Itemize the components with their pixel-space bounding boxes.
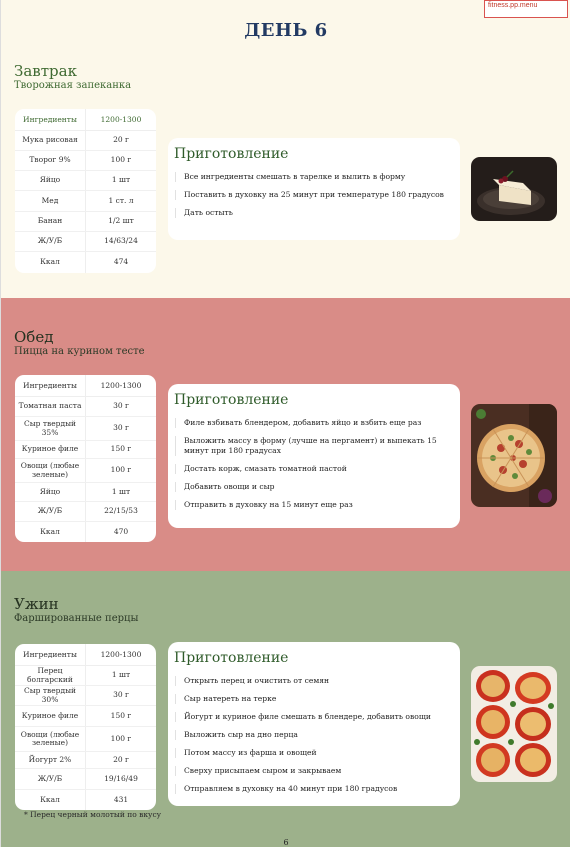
- ingredients-table: [15, 644, 156, 810]
- preparation-card: [168, 384, 460, 528]
- preparation-title: Приготовление: [174, 392, 289, 408]
- table-row: Куриное филе 150 г: [15, 441, 156, 459]
- preparation-title: Приготовление: [174, 650, 289, 666]
- table-row: Овощи (любые зеленые) 100 г: [15, 459, 156, 483]
- table-row: Мед 1 ст. л: [15, 191, 156, 212]
- preparation-step: Сыр натереть на терке: [175, 694, 453, 704]
- table-row: Яйцо 1 шт: [15, 171, 156, 191]
- preparation-step: Открыть перец и очистить от семян: [175, 676, 453, 686]
- preparation-step: Выложить массу в форму (лучше на пергамент) и выпекать 15 минут при 180 градусах: [175, 436, 453, 456]
- table-row: Сыр твердый 30% 30 г: [15, 686, 156, 706]
- table-row: Томатная паста 30 г: [15, 397, 156, 417]
- preparation-step: Отправить в духовку на 15 минут еще раз: [175, 500, 453, 510]
- table-row: Яйцо 1 шт: [15, 483, 156, 502]
- table-row: Ккал 474: [15, 252, 156, 273]
- table-row: Сыр твердый 35% 30 г: [15, 417, 156, 441]
- preparation-steps: [175, 418, 453, 518]
- meal-title: Завтрак: [14, 62, 77, 80]
- preparation-card: [168, 138, 460, 240]
- preparation-step: Выложить сыр на дно перца: [175, 730, 453, 740]
- table-row: Куриное филе 150 г: [15, 706, 156, 727]
- preparation-card: [168, 642, 460, 806]
- preparation-step: Сверху присыпаем сыром и закрываем: [175, 766, 453, 776]
- table-row: Мука рисовая 20 г: [15, 131, 156, 151]
- preparation-step: Йогурт и куриное филе смешать в блендере, добавить овощи: [175, 712, 453, 722]
- table-row: Ккал 431: [15, 790, 156, 810]
- table-row: Ж/У/Б 22/15/53: [15, 502, 156, 522]
- pizza-photo: [471, 404, 557, 507]
- table-row: Овощи (любые зеленые) 100 г: [15, 727, 156, 752]
- table-header-calories-range: 1200-1300: [86, 109, 157, 131]
- preparation-step: Поставить в духовку на 25 минут при температуре 180 градусов: [175, 190, 453, 200]
- table-row: Творог 9% 100 г: [15, 151, 156, 171]
- preparation-step: Добавить овощи и сыр: [175, 482, 453, 492]
- lunch-section: [1, 298, 570, 571]
- casserole-photo: [471, 157, 557, 221]
- table-header-ingredients: Ингредиенты: [15, 644, 86, 666]
- table-header-ingredients: Ингредиенты: [15, 375, 86, 397]
- table-row: Ж/У/Б 19/16/49: [15, 769, 156, 790]
- table-row: Перец болгарский 1 шт: [15, 666, 156, 686]
- preparation-steps: [175, 172, 453, 226]
- dish-title: Пицца на курином тесте: [14, 346, 145, 357]
- ingredients-table: [15, 109, 156, 273]
- preparation-title: Приготовление: [174, 146, 289, 162]
- preparation-step: Дать остыть: [175, 208, 453, 218]
- table-header-calories-range: 1200-1300: [86, 375, 157, 397]
- meal-title: Ужин: [14, 595, 59, 613]
- table-header-ingredients: Ингредиенты: [15, 109, 86, 131]
- dish-title: Творожная запеканка: [14, 80, 132, 91]
- preparation-step: Филе взбивать блендером, добавить яйцо и взбить еще раз: [175, 418, 453, 428]
- table-row: Йогурт 2% 20 г: [15, 752, 156, 769]
- ingredients-table: [15, 375, 156, 542]
- watermark: fitness.pp.menu: [484, 0, 568, 18]
- table-row: Ккал 470: [15, 522, 156, 542]
- stuffed-peppers-photo: [471, 666, 557, 782]
- meal-title: Обед: [14, 328, 54, 346]
- day-title: ДЕНЬ 6: [244, 20, 328, 41]
- preparation-step: Потом массу из фарша и овощей: [175, 748, 453, 758]
- preparation-step: Отправляем в духовку на 40 минут при 180 градусов: [175, 784, 453, 794]
- preparation-steps: [175, 676, 453, 802]
- breakfast-section: [1, 0, 570, 298]
- dish-title: Фаршированные перцы: [14, 613, 139, 624]
- table-row: Банан 1/2 шт: [15, 212, 156, 232]
- dinner-section: [1, 571, 570, 847]
- page-number: 6: [283, 838, 289, 847]
- preparation-step: Все ингредиенты смешать в тарелке и вылить в форму: [175, 172, 453, 182]
- table-row: Ж/У/Б 14/63/24: [15, 232, 156, 252]
- preparation-step: Достать корж, смазать томатной пастой: [175, 464, 453, 474]
- table-header-calories-range: 1200-1300: [86, 644, 157, 666]
- footnote: * Перец черный молотый по вкусу: [24, 810, 162, 819]
